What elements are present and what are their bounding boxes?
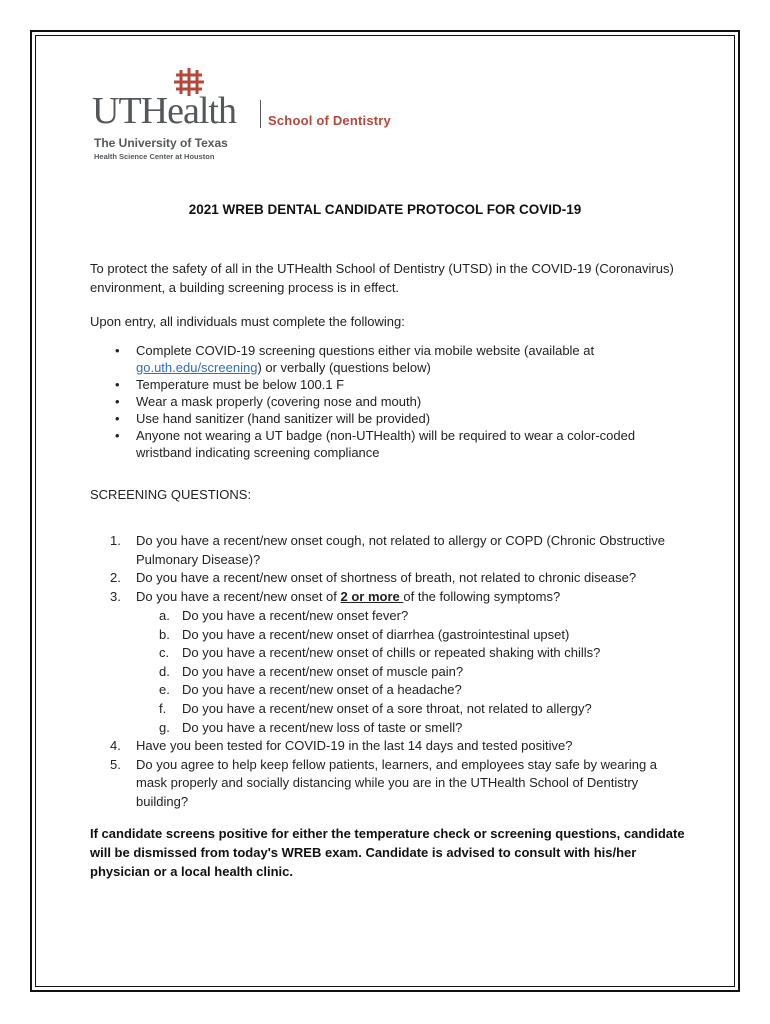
logo-divider	[260, 100, 261, 128]
question-item: 5. Do you agree to help keep fellow patients, learners, and employees stay safe by wearing a mask properly and socially distancing while you are in the UTHealth School of Dentistry building?	[110, 756, 658, 809]
emphasis-text: 2 or more	[340, 588, 404, 604]
question-item: 1. Do you have a recent/new onset cough, not related to allergy or COPD (Chronic Obstructive Pulmonary Disease)?	[110, 533, 665, 567]
uthealth-logo	[92, 68, 422, 168]
sub-question-item: a. Do you have a recent/new onset fever?	[159, 608, 409, 623]
symptom-sub-list	[136, 607, 696, 737]
screening-questions-list	[110, 532, 690, 606]
list-item: • Temperature must be below 100.1 F	[115, 377, 345, 392]
bullet-icon: •	[115, 377, 120, 392]
screening-heading: SCREENING QUESTIONS:	[90, 487, 252, 502]
sub-question-item: b. Do you have a recent/new onset of diarrhea (gastrointestinal upset)	[159, 626, 570, 642]
sub-question-item: g. Do you have a recent/new loss of taste or smell?	[159, 719, 463, 735]
intro-paragraph: To protect the safety of all in the UTHealth School of Dentistry (UTSD) in the COVID-19 (Coronavirus) environment, a building screening process is in effect.	[90, 261, 674, 295]
question-item: 3. Do you have a recent/new onset of 2 or more of the following symptoms?	[110, 588, 561, 604]
question-item: 2. Do you have a recent/new onset of shortness of breath, not related to chronic disease?	[110, 570, 637, 586]
logo-university: The University of Texas	[94, 136, 228, 150]
sub-question-item: c. Do you have a recent/new onset of chills or repeated shaking with chills?	[159, 645, 601, 661]
list-item: • Wear a mask properly (covering nose and mouth)	[115, 394, 422, 409]
logo-school-name: School of Dentistry	[268, 113, 391, 128]
logo-wordmark: UTHealth	[92, 90, 236, 132]
list-item: • Anyone not wearing a UT badge (non-UTHealth) will be required to wear a color-coded wristband indicating screening compliance	[115, 428, 636, 460]
sub-question-item: d. Do you have a recent/new onset of muscle pain?	[159, 663, 464, 679]
logo-center: Health Science Center at Houston	[94, 152, 215, 161]
bullet-icon: •	[115, 428, 120, 443]
bullet-icon: •	[115, 411, 120, 426]
screening-link[interactable]: go.uth.edu/screening	[136, 360, 258, 375]
question-item: 4. Have you been tested for COVID-19 in the last 14 days and tested positive?	[110, 738, 573, 753]
sub-question-item: e. Do you have a recent/new onset of a headache?	[159, 682, 462, 698]
sub-question-item: f. Do you have a recent/new onset of a sore throat, not related to allergy?	[159, 700, 592, 716]
bullet-icon: •	[115, 394, 120, 409]
document-title: 2021 WREB DENTAL CANDIDATE PROTOCOL FOR COVID-19	[188, 202, 582, 217]
entry-requirements-list	[115, 342, 690, 461]
dismissal-notice: If candidate screens positive for either the temperature check or screening questions, candidate will be dismissed from today's WREB exam. Candidate is advised to consult with his/her physician or a local health clinic.	[90, 826, 685, 879]
list-item: • Complete COVID-19 screening questions either via mobile website (available at go.uth.edu/screening) or verbally (questions below)	[115, 343, 595, 375]
screening-questions-list-cont	[110, 737, 690, 811]
bullet-icon: •	[115, 343, 120, 358]
list-item: • Use hand sanitizer (hand sanitizer will be provided)	[115, 411, 431, 426]
entry-heading: Upon entry, all individuals must complete the following:	[90, 314, 405, 329]
